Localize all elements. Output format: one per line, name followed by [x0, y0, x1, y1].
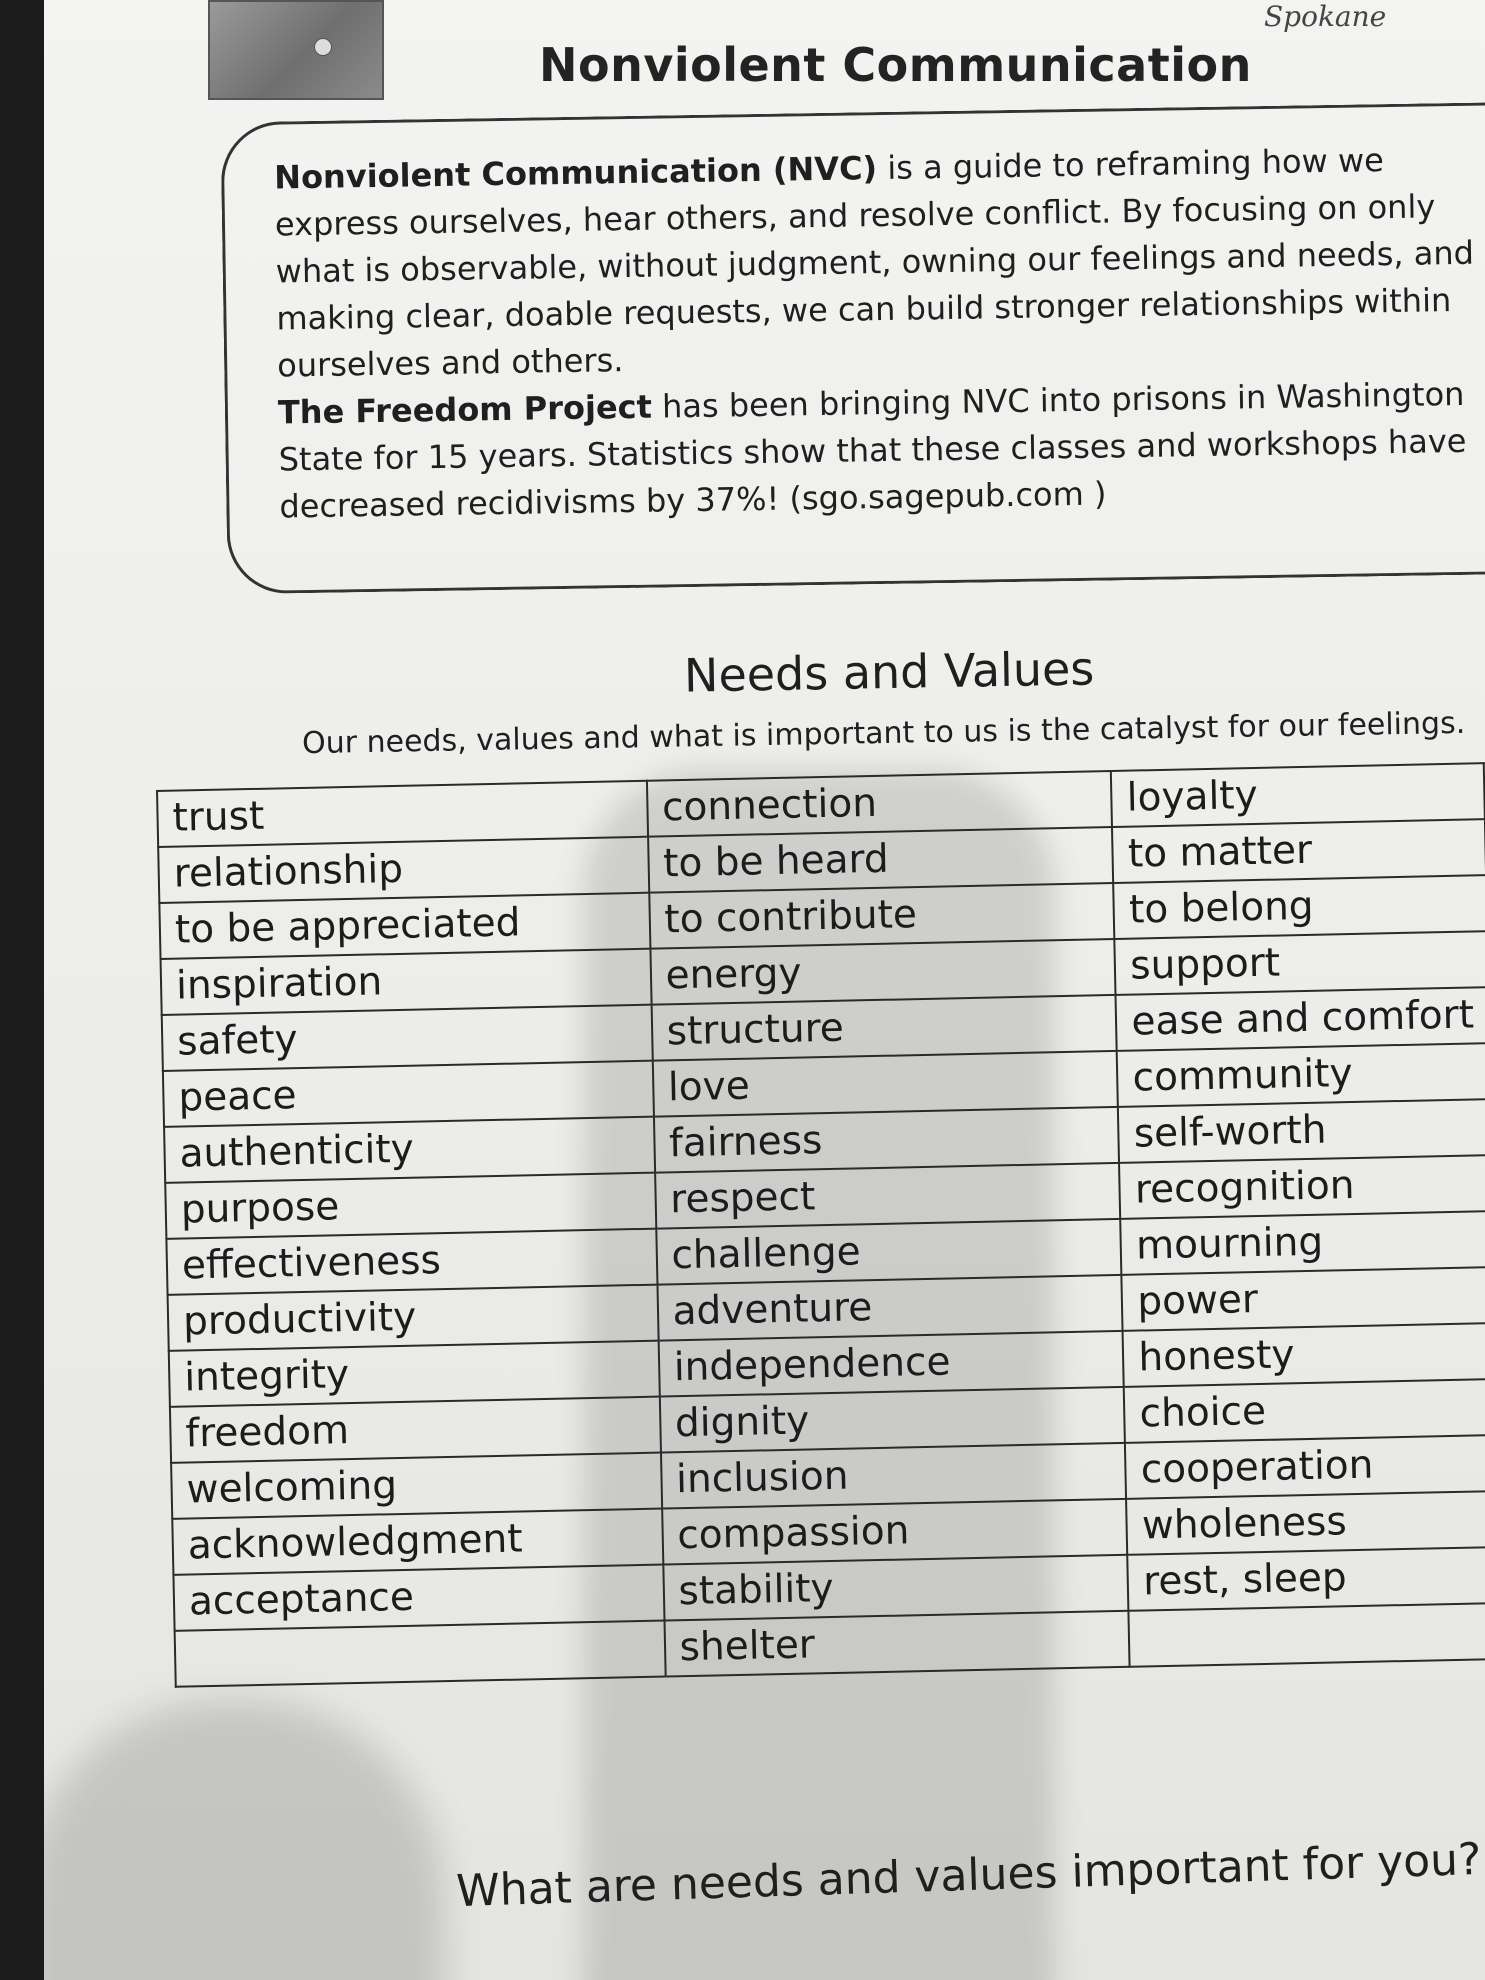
- need-cell: power: [1122, 1267, 1485, 1331]
- need-cell: energy: [650, 939, 1116, 1005]
- need-cell: honesty: [1123, 1323, 1485, 1387]
- need-cell: inclusion: [661, 1443, 1127, 1509]
- need-cell: [1129, 1603, 1485, 1667]
- need-cell: independence: [658, 1331, 1124, 1397]
- needs-subtitle: Our needs, values and what is important to us is the catalyst for our feelings.: [301, 705, 1466, 762]
- need-cell: inspiration: [161, 949, 652, 1015]
- need-cell: respect: [655, 1163, 1121, 1229]
- need-cell: to be heard: [648, 827, 1114, 893]
- need-cell: adventure: [657, 1275, 1123, 1341]
- need-cell: acceptance: [173, 1565, 664, 1631]
- need-cell: trust: [157, 781, 648, 847]
- location-handwriting: Spokane: [1264, 0, 1387, 33]
- needs-section-title: Needs and Values: [683, 641, 1095, 703]
- need-cell: rest, sleep: [1128, 1547, 1485, 1611]
- need-cell: structure: [651, 995, 1117, 1061]
- need-cell: self-worth: [1118, 1099, 1485, 1163]
- need-cell: to be appreciated: [159, 893, 650, 959]
- need-cell: authenticity: [164, 1117, 655, 1183]
- intro-freedom-project-description: has been bringing NVC into prisons in Washington State for 15 years. Statistics show that these classes and workshops have decreased recidivisms by 37%! (sgo.sagepub.com ): [278, 374, 1467, 526]
- need-cell: mourning: [1121, 1211, 1485, 1275]
- intro-paragraph-freedom-project: [278, 370, 1485, 530]
- intro-paragraph-nvc: [274, 135, 1485, 389]
- need-cell: productivity: [168, 1285, 659, 1351]
- need-cell: challenge: [656, 1219, 1122, 1285]
- needs-table: [156, 762, 1485, 1688]
- need-cell: stability: [663, 1555, 1129, 1621]
- intro-text: [274, 135, 1485, 530]
- hand-shadow: [44, 1700, 444, 1980]
- need-cell: connection: [647, 771, 1113, 837]
- need-cell: love: [652, 1051, 1118, 1117]
- need-cell: integrity: [169, 1341, 660, 1407]
- need-cell: to belong: [1114, 875, 1485, 939]
- need-cell: acknowledgment: [172, 1509, 663, 1575]
- need-cell: fairness: [654, 1107, 1120, 1173]
- document-page: [44, 0, 1485, 1980]
- need-cell: effectiveness: [166, 1229, 657, 1295]
- need-cell: freedom: [170, 1397, 661, 1463]
- intro-nvc-description: is a guide to reframing how we express ourselves, hear others, and resolve conflict. By focusing on only what is observable, without judgment, owning our feelings and needs, and making clear, doable requests, we can build stronger relationships within ourselves and others.: [274, 141, 1475, 385]
- page-title: Nonviolent Communication: [539, 38, 1252, 92]
- logo-emblem-icon: [314, 38, 332, 56]
- need-cell: support: [1115, 931, 1485, 995]
- need-cell: safety: [162, 1005, 653, 1071]
- need-cell: compassion: [662, 1499, 1128, 1565]
- intro-box: [220, 102, 1485, 595]
- need-cell: purpose: [165, 1173, 656, 1239]
- need-cell: recognition: [1119, 1155, 1485, 1219]
- need-cell: wholeness: [1126, 1491, 1485, 1555]
- need-cell: dignity: [659, 1387, 1125, 1453]
- need-cell: cooperation: [1125, 1435, 1485, 1499]
- need-cell: [175, 1621, 666, 1687]
- intro-nvc-term: Nonviolent Communication (NVC): [273, 149, 878, 197]
- need-cell: loyalty: [1111, 763, 1485, 827]
- need-cell: choice: [1124, 1379, 1485, 1443]
- need-cell: relationship: [158, 837, 649, 903]
- need-cell: welcoming: [171, 1453, 662, 1519]
- needs-table-container: [156, 762, 1485, 1688]
- need-cell: to contribute: [649, 883, 1115, 949]
- need-cell: community: [1117, 1043, 1485, 1107]
- need-cell: ease and comfort: [1116, 987, 1485, 1051]
- need-cell: to matter: [1112, 819, 1485, 883]
- intro-freedom-project-term: The Freedom Project: [277, 387, 653, 432]
- need-cell: shelter: [664, 1611, 1130, 1677]
- closing-question: What are needs and values important for you?: [455, 1833, 1483, 1918]
- organization-logo: [208, 0, 384, 100]
- need-cell: peace: [163, 1061, 654, 1127]
